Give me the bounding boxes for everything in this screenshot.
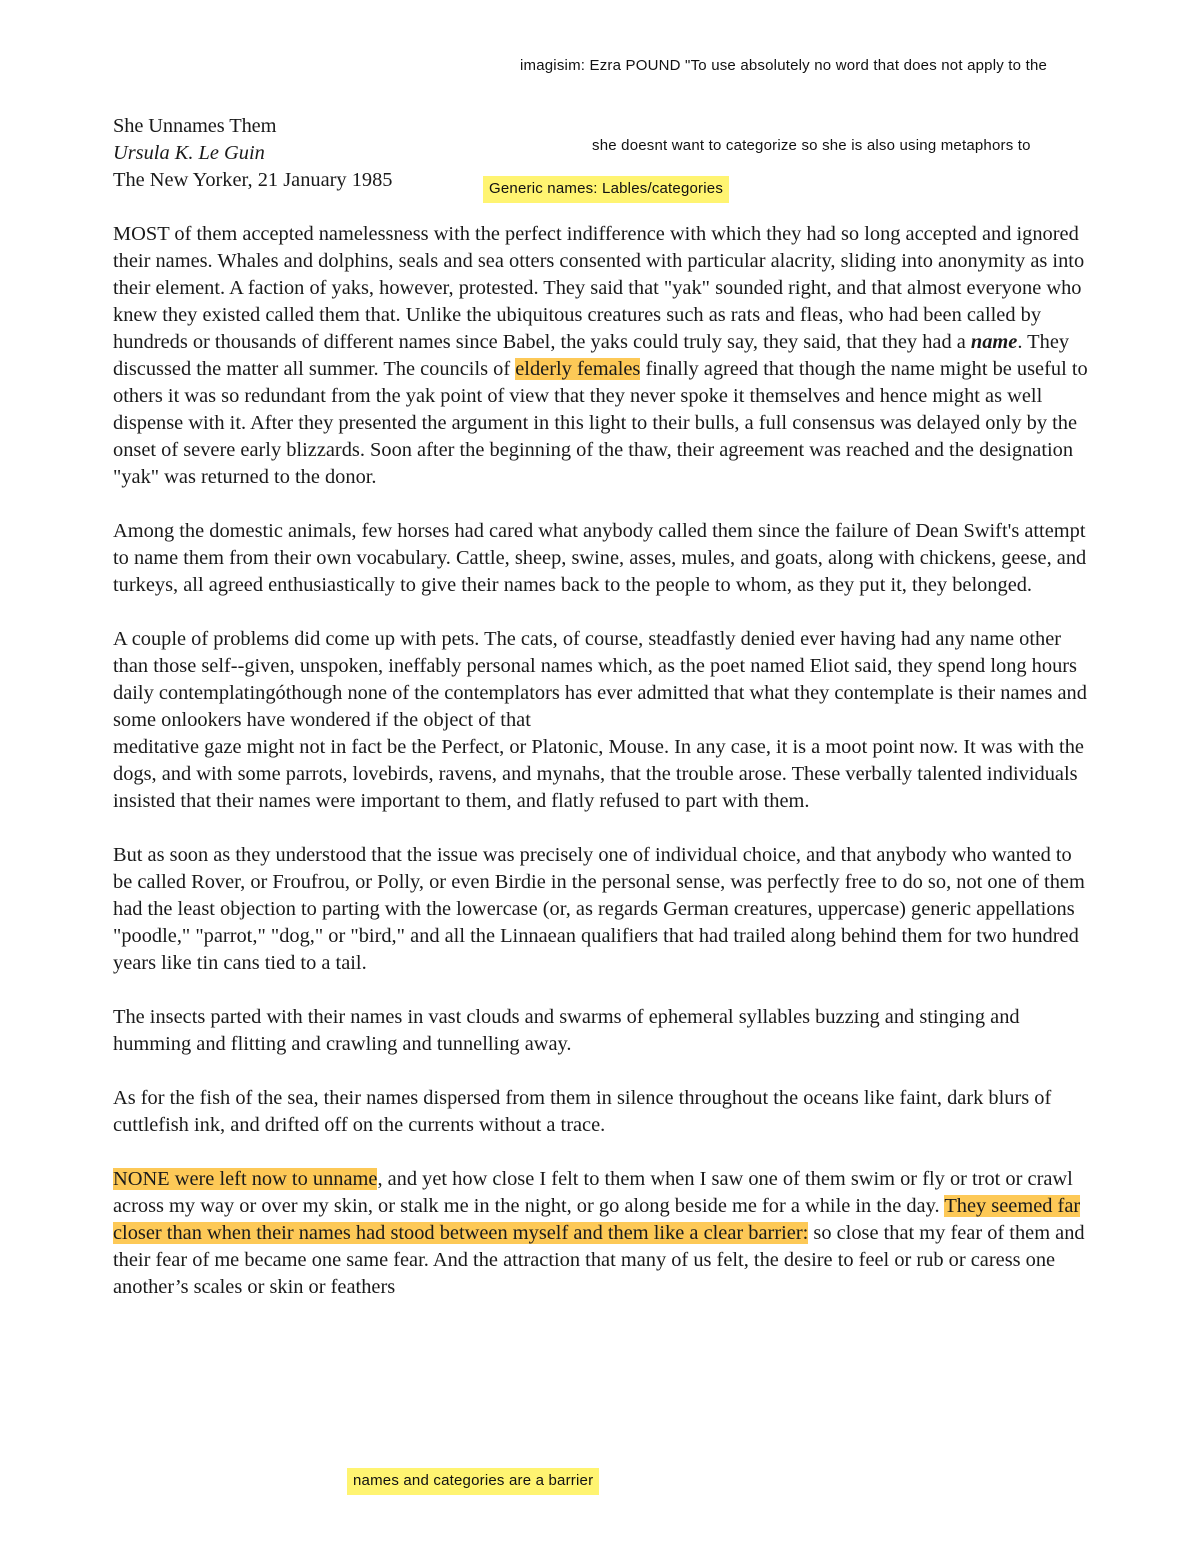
paragraph-3b: meditative gaze might not in fact be the Perfect, or Platonic, Mouse. In any case, it is a moot point now. It was with the dogs, and with some parrots, lovebirds, ravens, and mynahs, that the trouble arose. These verbally talented individuals insisted that their names were important to them, and flatly refused to part with them. <box>113 736 1084 812</box>
paragraph-5: The insects parted with their names in vast clouds and swarms of ephemeral syllables buzzing and stinging and humming and flitting and crawling and tunnelling away. <box>113 1006 1020 1055</box>
story-author: Ursula K. Le Guin <box>113 142 265 164</box>
barrier-sticky-note[interactable]: names and categories are a barrier <box>347 1468 599 1495</box>
paragraph-6: As for the fish of the sea, their names dispersed from them in silence throughout the oceans like faint, dark blurs of cuttlefish ink, and drifted off on the currents without a trace. <box>113 1087 1052 1136</box>
story-title: She Unnames Them <box>113 115 277 137</box>
highlight-none-left[interactable]: NONE were left now to unname <box>113 1168 378 1190</box>
highlight-clear-barrier[interactable]: They seemed far closer than when their names had stood between myself and them like a clear barrier <box>113 1195 1081 1244</box>
story-body <box>113 113 1093 1301</box>
generic-names-sticky-note[interactable]: Generic names: Lables/categories <box>483 176 729 203</box>
publication-line: The New Yorker, 21 January 1985 <box>113 169 393 191</box>
imagism-annotation[interactable]: imagisim: Ezra POUND "To use absolutely no word that does not apply to the <box>520 57 1048 74</box>
paragraph-7: NONE were left now to unname, and yet how close I felt to them when I saw one of them swim or fly or trot or crawl across my way or over my skin, or stalk me in the night, or go along beside me for a while in the day. They seemed far closer than when their names had stood between myself and them like a clear barrier: so close that my fear of them and their fear of me became one same fear. And the attraction that many of us felt, the desire to feel or rub or caress one another’s scales or skin or feathers <box>113 1168 1085 1298</box>
emphasized-name: name <box>970 331 1018 353</box>
paragraph-3a: A couple of problems did come up with pets. The cats, of course, steadfastly denied ever having had any name other than those self--given, unspoken, ineffably personal names which, as the poet named Eliot said, they spend long hours daily contemplatingóthough none of the contemplators has ever admitted that what they contemplate is their names and some onlookers have wondered if the object of that <box>113 628 1087 731</box>
paragraph-1: MOST of them accepted namelessness with the perfect indifference with which they had so long accepted and ignored their names. Whales and dolphins, seals and sea otters consented with particular alacrity, sliding into anonymity as into their element. A faction of yaks, however, protested. They said that "yak" sounded right, and that almost everyone who knew they existed called them that. Unlike the ubiquitous creatures such as rats and fleas, who had been called by hundreds or thousands of different names since Babel, the yaks could truly say, they said, that they had a name. They discussed the matter all summer. The councils of elderly females finally agreed that though the name might be useful to others it was so redundant from the yak point of view that they never spoke it themselves and hence might as well dispense with it. After they presented the argument in this light to their bulls, a full consensus was delayed only by the onset of severe early blizzards. Soon after the beginning of the thaw, their agreement was reached and the designation "yak" was returned to the donor. <box>113 223 1088 488</box>
paragraph-2: Among the domestic animals, few horses had cared what anybody called them since the failure of Dean Swift's attempt to name them from their own vocabulary. Cattle, sheep, swine, asses, mules, and goats, along with chickens, geese, and turkeys, all agreed enthusiastically to give their names back to the people to whom, as they put it, they belonged. <box>113 520 1087 596</box>
paragraph-4: But as soon as they understood that the issue was precisely one of individual choice, and that anybody who wanted to be called Rover, or Froufrou, or Polly, or even Birdie in the personal sense, was perfectly free to do so, not one of them had the least objection to parting with the lowercase (or, as regards German creatures, uppercase) generic appellations "poodle," "parrot," "dog," or "bird," and all the Linnaean qualifiers that had trailed along behind them for two hundred years like tin cans tied to a tail. <box>113 844 1085 974</box>
highlight-elderly-females[interactable]: elderly females <box>515 358 641 380</box>
categorize-annotation[interactable]: she doesnt want to categorize so she is also using metaphors to <box>592 137 1031 154</box>
